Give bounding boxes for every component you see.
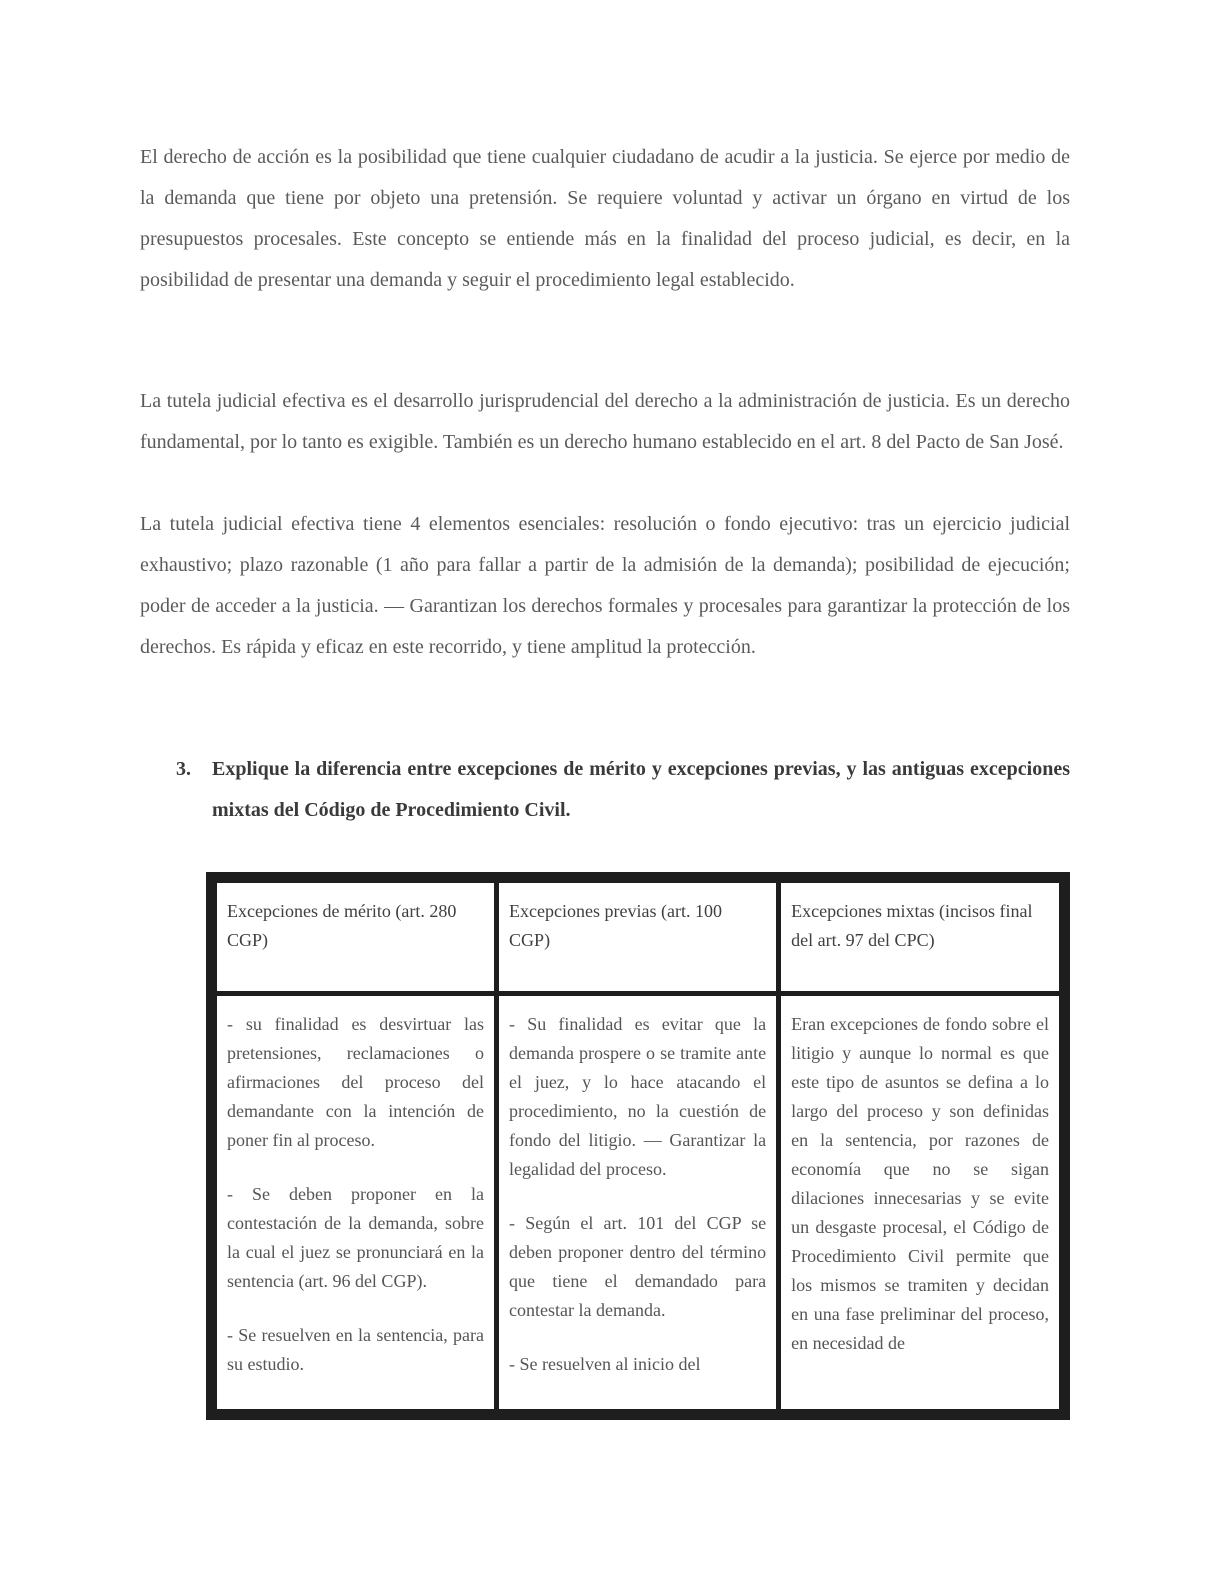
cell-merito — [215, 994, 497, 1412]
paragraph-tutela-elementos: La tutela judicial efectiva tiene 4 elementos esenciales: resolución o fondo ejecutivo: tras un ejercicio judicial exhaustivo; plazo razonable (1 año para fallar a partir de la admisión de la demanda); posibilidad de ejecución; poder de acceder a la justicia. — Garantizan los derechos formales y procesales para garantizar la protección de los derechos. Es rápida y eficaz en este recorrido, y tiene amplitud la protección. — [140, 513, 1070, 658]
question-number: 3. — [176, 758, 191, 780]
cell-text: - Se resuelven en la sentencia, para su estudio. — [227, 1325, 485, 1374]
header-excepciones-merito: Excepciones de mérito (art. 280 CGP) — [215, 881, 497, 994]
cell-text: - Su finalidad es evitar que la demanda prospere o se tramite ante el juez, y lo hace atacando el procedimiento, no la cuestión de fondo del litigio. — Garantizar la legalidad del proceso. — [509, 1014, 767, 1179]
cell-previas — [497, 994, 779, 1412]
cell-text: - Se resuelven al inicio del — [509, 1354, 701, 1374]
paragraph-tutela-judicial: La tutela judicial efectiva es el desarrollo jurisprudencial del derecho a la administración de justicia. Es un derecho fundamental, por lo tanto es exigible. También es un derecho humano establecido en el art. 8 del Pacto de San José. — [140, 390, 1070, 453]
cell-text: - Se deben proponer en la contestación de la demanda, sobre la cual el juez se pronunciará en la sentencia (art. 96 del CGP). — [227, 1184, 485, 1291]
table-row — [215, 994, 1062, 1412]
question-text: Explique la diferencia entre excepciones de mérito y excepciones previas, y las antiguas excepciones mixtas del Código de Procedimiento Civil. — [212, 758, 1070, 821]
cell-mixtas — [779, 994, 1062, 1412]
cell-text: Eran excepciones de fondo sobre el litigio y aunque lo normal es que este tipo de asuntos se defina a lo largo del proceso y son definidas en la sentencia, por razones de economía que no se sigan dilaciones innecesarias y se evite un desgaste procesal, el Código de Procedimiento Civil permite que los mismos se tramiten y decidan en una fase preliminar del proceso, en necesidad de — [791, 1014, 1049, 1353]
paragraph-derecho-accion: El derecho de acción es la posibilidad que tiene cualquier ciudadano de acudir a la justicia. Se ejerce por medio de la demanda que tiene por objeto una pretensión. Se requiere voluntad y activar un órgano en virtud de los presupuestos procesales. Este concepto se entiende más en la finalidad del proceso judicial, es decir, en la posibilidad de presentar una demanda y seguir el procedimiento legal establecido. — [140, 146, 1070, 291]
table-header-row — [215, 881, 1062, 994]
question-item — [176, 749, 1070, 831]
header-excepciones-previas: Excepciones previas (art. 100 CGP) — [497, 881, 779, 994]
cell-text: - su finalidad es desvirtuar las pretensiones, reclamaciones o afirmaciones del proceso del demandante con la intención de poner fin al proceso. — [227, 1014, 485, 1150]
comparison-table — [206, 872, 1070, 1420]
header-excepciones-mixtas: Excepciones mixtas (incisos final del art. 97 del CPC) — [779, 881, 1062, 994]
cell-text: - Según el art. 101 del CGP se deben proponer dentro del término que tiene el demandado para contestar la demanda. — [509, 1213, 767, 1320]
